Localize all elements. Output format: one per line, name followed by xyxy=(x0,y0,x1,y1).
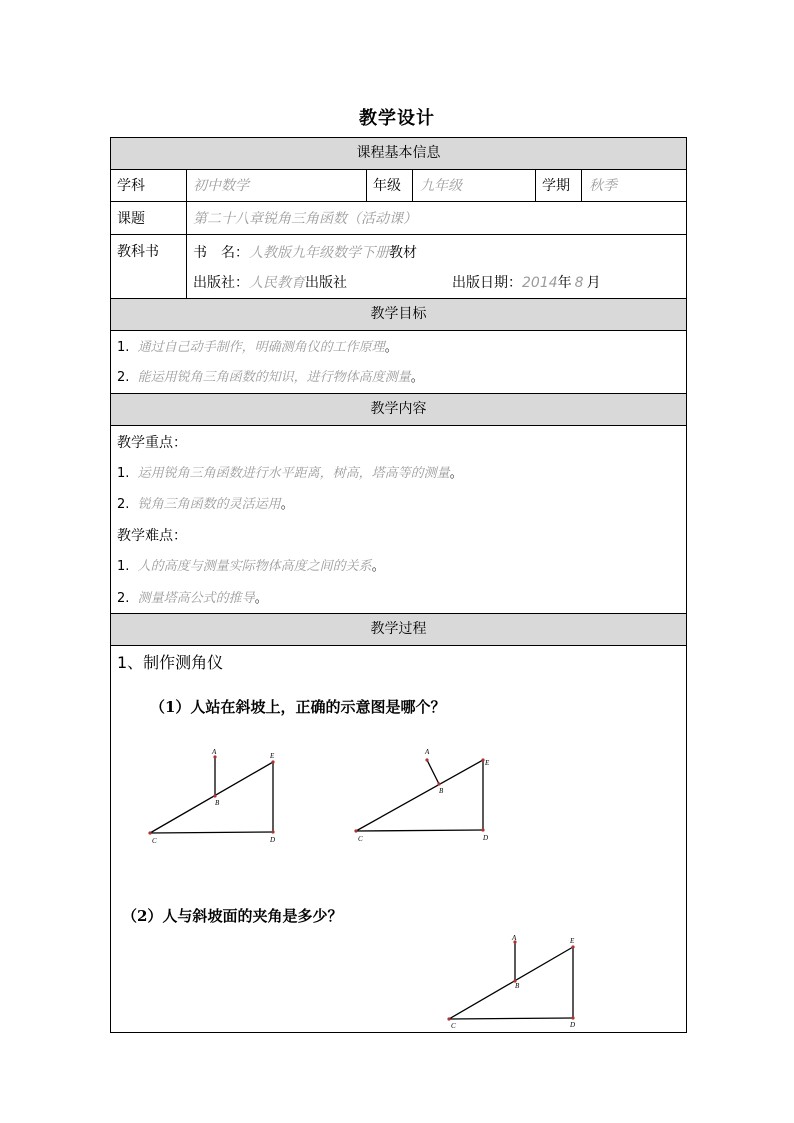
point-b xyxy=(213,794,216,797)
goal-item xyxy=(117,338,398,358)
subject-value: 初中数学 xyxy=(193,178,249,194)
point-c xyxy=(148,831,151,834)
date-label: 出版日期： xyxy=(452,275,522,291)
diagram-slope-ce xyxy=(150,762,273,833)
difficult-point-item xyxy=(117,589,268,609)
point-c xyxy=(447,1017,450,1020)
label-d: D xyxy=(483,834,489,842)
label-b: B xyxy=(215,799,220,807)
point-e xyxy=(571,945,574,948)
slope-diagram-angle-question xyxy=(440,930,600,1030)
item-end: 。 xyxy=(371,559,385,574)
question-1: （1）人站在斜坡上，正确的示意图是哪个？ xyxy=(150,698,446,716)
date-year: 2014 xyxy=(522,275,558,291)
table-rule xyxy=(110,330,687,331)
item-number: 1. xyxy=(117,559,130,574)
goal-end: 。 xyxy=(384,340,398,355)
publisher-suffix: 出版社 xyxy=(305,275,347,291)
label-d: D xyxy=(270,836,276,844)
label-c: C xyxy=(451,1022,456,1030)
subject-label: 学科 xyxy=(117,178,145,194)
key-points-label: 教学重点： xyxy=(117,435,187,451)
table-rule xyxy=(535,169,536,201)
key-point-item xyxy=(117,464,463,484)
label-b: B xyxy=(439,787,444,795)
point-a xyxy=(425,758,428,761)
table-rule xyxy=(581,169,582,201)
section-header-content: 教学内容 xyxy=(111,394,686,425)
item-number: 1. xyxy=(117,466,130,481)
key-point-item xyxy=(117,495,294,515)
point-d xyxy=(271,830,274,833)
item-end: 。 xyxy=(254,591,268,606)
point-b xyxy=(437,782,440,785)
item-end: 。 xyxy=(449,466,463,481)
question-2: （2）人与斜坡面的夹角是多少？ xyxy=(122,907,343,925)
item-number: 2. xyxy=(117,591,130,606)
table-rule xyxy=(186,169,187,298)
textbook-label: 教科书 xyxy=(117,244,159,260)
label-e: E xyxy=(485,759,490,767)
slope-diagram-vertical-person xyxy=(140,745,300,850)
difficult-point-text: 人的高度与测量实际物体高度之间的关系 xyxy=(137,559,372,574)
label-a: A xyxy=(512,934,517,942)
table-rule xyxy=(110,169,687,170)
difficult-point-item xyxy=(117,557,385,577)
date-year-unit: 年 xyxy=(557,275,572,291)
goal-item xyxy=(117,368,424,388)
diagram-base-cd xyxy=(150,832,273,833)
publish-date-line xyxy=(452,273,601,293)
section-header-goals: 教学目标 xyxy=(111,299,686,330)
diagram-slope-ce xyxy=(449,947,573,1019)
table-rule xyxy=(412,169,413,201)
goal-text: 能运用锐角三角函数的知识，进行物体高度测量 xyxy=(137,370,411,385)
diagram-base-cd xyxy=(449,1018,573,1019)
table-rule xyxy=(110,234,687,235)
table-rule xyxy=(110,425,687,426)
section-header-process: 教学过程 xyxy=(111,614,686,645)
label-c: C xyxy=(358,835,363,843)
label-e: E xyxy=(270,752,275,760)
publisher-line xyxy=(193,273,347,293)
key-point-text: 运用锐角三角函数进行水平距离，树高，塔高等的测量 xyxy=(137,466,450,481)
table-rule xyxy=(110,201,687,202)
diagram-person-ab xyxy=(427,760,439,784)
point-d xyxy=(481,828,484,831)
topic-value: 第二十八章锐角三角函数（活动课） xyxy=(193,211,417,227)
label-b: B xyxy=(515,982,520,990)
goal-text: 通过自己动手制作，明确测角仪的工作原理 xyxy=(137,340,385,355)
slope-diagram-perpendicular-person xyxy=(346,743,506,848)
label-a: A xyxy=(212,748,217,756)
document-title: 教学设计 xyxy=(359,108,435,129)
item-number: 2. xyxy=(117,497,130,512)
label-e: E xyxy=(570,937,575,945)
publisher-value: 人民教育 xyxy=(249,275,305,291)
lesson-plan-table xyxy=(110,137,687,1033)
book-value: 人教版九年级数学下册 xyxy=(249,245,389,261)
point-e xyxy=(271,760,274,763)
date-month: 8 xyxy=(574,275,584,291)
date-month-unit: 月 xyxy=(586,275,601,291)
grade-label: 年级 xyxy=(373,178,401,194)
table-rule xyxy=(110,645,687,646)
grade-value: 九年级 xyxy=(420,178,462,194)
publisher-label: 出版社： xyxy=(193,275,249,291)
label-d: D xyxy=(570,1021,576,1029)
difficult-points-label: 教学难点： xyxy=(117,528,187,544)
difficult-point-text: 测量塔高公式的推导 xyxy=(137,591,255,606)
goal-end: 。 xyxy=(410,370,424,385)
book-suffix: 教材 xyxy=(389,245,417,261)
goal-number: 2. xyxy=(117,370,130,385)
point-d xyxy=(571,1016,574,1019)
section-header-basic-info: 课程基本信息 xyxy=(111,138,686,169)
point-c xyxy=(354,829,357,832)
item-end: 。 xyxy=(280,497,294,512)
label-a: A xyxy=(425,748,430,756)
term-label: 学期 xyxy=(542,178,570,194)
book-line xyxy=(193,243,417,263)
diagram-base-cd xyxy=(356,830,483,831)
label-c: C xyxy=(152,837,157,845)
book-label: 书 名： xyxy=(193,245,249,261)
diagram-slope-ce xyxy=(356,760,483,831)
goal-number: 1. xyxy=(117,340,130,355)
table-rule xyxy=(366,169,367,201)
process-step-1: 1、制作测角仪 xyxy=(117,653,224,672)
topic-label: 课题 xyxy=(117,211,145,227)
key-point-text: 锐角三角函数的灵活运用 xyxy=(137,497,281,512)
term-value: 秋季 xyxy=(589,178,617,194)
